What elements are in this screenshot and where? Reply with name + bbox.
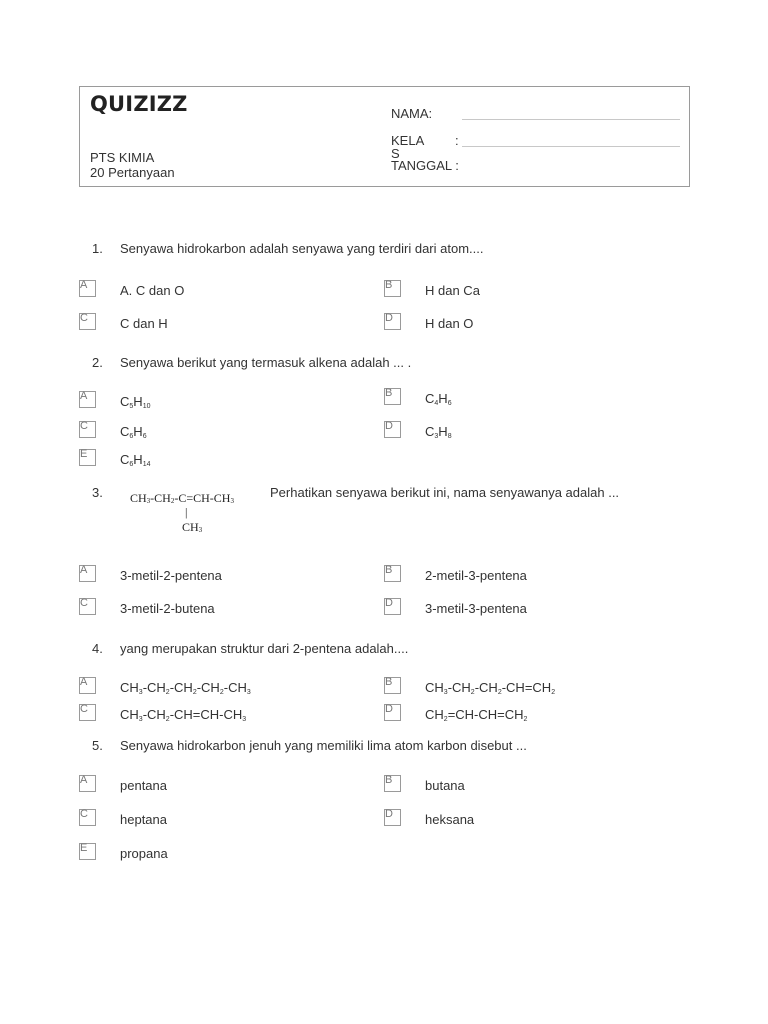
option-text-d: $C_3H_8$ [425, 424, 452, 440]
option-checkbox-d[interactable] [384, 704, 401, 721]
question-text: Senyawa berikut yang termasuk alkena adalah ... . [120, 355, 412, 370]
class-colon: : [455, 133, 459, 148]
option-text-a: A. C dan O [120, 283, 185, 298]
question-number: 4. [92, 641, 103, 656]
option-letter: C [80, 420, 88, 432]
name-field-line[interactable] [462, 119, 680, 120]
structure-main-chain: $CH_3-CH_2-C=CH-CH_3$ [130, 491, 234, 505]
option-text-c: 3-metil-2-butena [120, 601, 215, 616]
option-text-d: 3-metil-3-pentena [425, 601, 527, 616]
option-checkbox-d[interactable] [384, 598, 401, 615]
option-text-a: 3-metil-2-pentena [120, 568, 222, 583]
option-checkbox-c[interactable] [79, 704, 96, 721]
option-letter: C [80, 703, 88, 715]
option-text-c: $CH_3-CH_2-CH=CH-CH_3$ [120, 707, 247, 723]
option-text-b: 2-metil-3-pentena [425, 568, 527, 583]
class-label: KELA [391, 133, 425, 148]
question-text: yang merupakan struktur dari 2-pentena adalah.... [120, 641, 409, 656]
option-letter: B [385, 564, 393, 576]
class-field-line[interactable] [462, 146, 680, 147]
option-text-c: heptana [120, 812, 167, 827]
option-checkbox-a[interactable] [79, 280, 96, 297]
option-text-c: $C_6H_6$ [120, 424, 147, 440]
option-checkbox-a[interactable] [79, 677, 96, 694]
option-letter: C [80, 312, 88, 324]
option-letter: B [385, 387, 393, 399]
question-number: 3. [92, 485, 103, 500]
question-number: 5. [92, 738, 103, 753]
option-text-a: pentana [120, 778, 167, 793]
option-letter: D [385, 808, 393, 820]
option-text-b: H dan Ca [425, 283, 480, 298]
class-label-wrap: S [391, 146, 400, 161]
option-checkbox-b[interactable] [384, 775, 401, 792]
option-text-e: propana [120, 846, 168, 861]
option-checkbox-e[interactable] [79, 449, 96, 466]
option-checkbox-a[interactable] [79, 391, 96, 408]
option-letter: A [80, 676, 88, 688]
option-checkbox-c[interactable] [79, 421, 96, 438]
option-letter: D [385, 312, 393, 324]
option-checkbox-b[interactable] [384, 565, 401, 582]
option-letter: C [80, 597, 88, 609]
option-text-b: $CH_3-CH_2-CH_2-CH=CH_2$ [425, 680, 556, 696]
question-text: Senyawa hidrokarbon jenuh yang memiliki lima atom karbon disebut ... [120, 738, 527, 753]
option-checkbox-a[interactable] [79, 565, 96, 582]
option-checkbox-d[interactable] [384, 809, 401, 826]
option-text-e: $C_6H_{14}$ [120, 452, 151, 468]
option-letter: B [385, 676, 393, 688]
option-letter: E [80, 448, 88, 460]
option-letter: E [80, 842, 88, 854]
option-letter: C [80, 808, 88, 820]
option-checkbox-b[interactable] [384, 280, 401, 297]
option-text-d: H dan O [425, 316, 474, 331]
option-checkbox-b[interactable] [384, 388, 401, 405]
structure-branch-bond: | [185, 505, 188, 519]
option-letter: D [385, 703, 393, 715]
option-letter: D [385, 420, 393, 432]
structure-branch-methyl: $CH_3$ [182, 520, 203, 534]
option-checkbox-c[interactable] [79, 313, 96, 330]
quiz-title: PTS KIMIA [90, 150, 155, 165]
option-text-b: $C_4H_6$ [425, 391, 452, 407]
question-count: 20 Pertanyaan [90, 165, 175, 180]
option-text-a: $CH_3-CH_2-CH_2-CH_2-CH_3$ [120, 680, 251, 696]
question-text: Senyawa hidrokarbon adalah senyawa yang terdiri dari atom.... [120, 241, 484, 256]
option-text-d: heksana [425, 812, 475, 827]
option-checkbox-d[interactable] [384, 313, 401, 330]
option-letter: A [80, 279, 88, 291]
option-letter: A [80, 774, 88, 786]
option-checkbox-d[interactable] [384, 421, 401, 438]
option-letter: D [385, 597, 393, 609]
option-checkbox-e[interactable] [79, 843, 96, 860]
question-text: Perhatikan senyawa berikut ini, nama senyawanya adalah ... [270, 485, 620, 500]
date-label: TANGGAL : [391, 158, 459, 173]
question-number: 2. [92, 355, 103, 370]
question-number: 1. [92, 241, 103, 256]
option-letter: B [385, 279, 393, 291]
quizizz-logo: QUIZIZZ [90, 92, 188, 116]
option-text-d: $CH_2=CH-CH=CH_2$ [425, 707, 528, 723]
option-checkbox-c[interactable] [79, 598, 96, 615]
option-checkbox-c[interactable] [79, 809, 96, 826]
option-letter: B [385, 774, 393, 786]
option-text-b: butana [425, 778, 465, 793]
name-label: NAMA: [391, 106, 433, 121]
option-checkbox-a[interactable] [79, 775, 96, 792]
option-text-a: $C_5H_{10}$ [120, 394, 151, 410]
option-letter: A [80, 390, 88, 402]
option-letter: A [80, 564, 88, 576]
option-checkbox-b[interactable] [384, 677, 401, 694]
option-text-c: C dan H [120, 316, 168, 331]
